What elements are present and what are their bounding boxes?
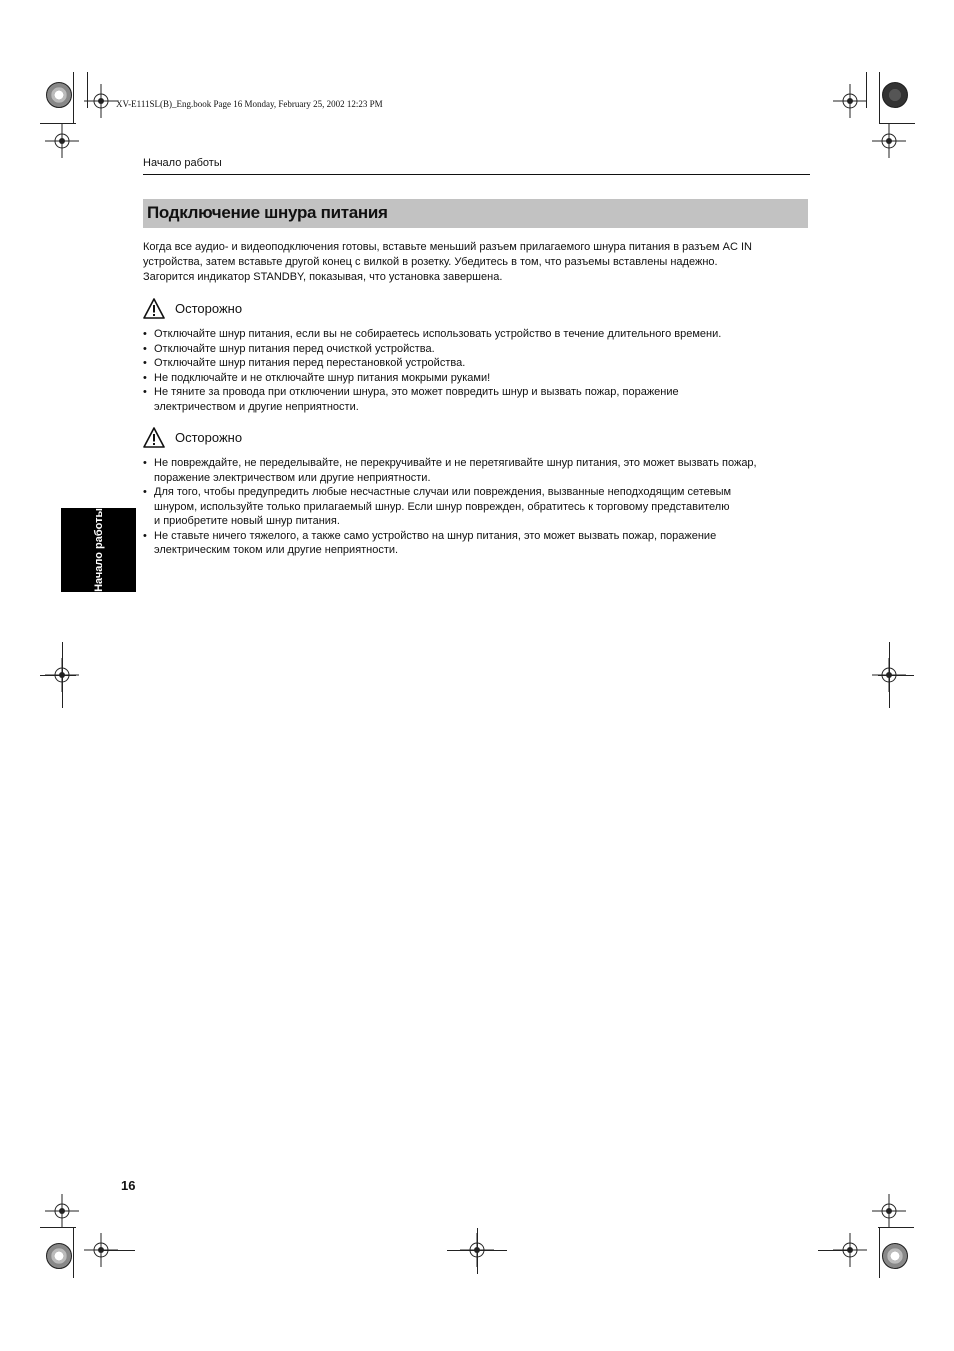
trim-mark (73, 72, 74, 124)
side-thumb-tab (61, 508, 136, 592)
list-item-text: Не тяните за провода при отключении шнура, это может повредить шнур и вызвать пожар, поражение (154, 386, 679, 398)
bullet-icon: • (143, 328, 147, 340)
running-head: Начало работы (143, 157, 222, 169)
trim-mark (878, 1227, 914, 1228)
list-item (143, 327, 813, 342)
list-item-text: шнуром, используйте только прилагаемый шнур. Если шнур поврежден, обратитесь к торговому представителю (154, 500, 730, 513)
intro-paragraph (143, 240, 811, 285)
bullet-icon: • (143, 386, 147, 398)
section-title-bar (143, 199, 808, 228)
list-item-text: Отключайте шнур питания перед очисткой устройства. (154, 342, 435, 355)
list-item-text: электрическим током или другие неприятности. (154, 544, 399, 556)
section-title: Подключение шнура питания (147, 203, 388, 222)
list-item (143, 356, 813, 371)
color-dial-icon (46, 1243, 72, 1269)
trim-mark (73, 1228, 74, 1278)
list-item (143, 485, 813, 529)
list-item (143, 371, 813, 386)
color-dial-icon (882, 1243, 908, 1269)
warning-icon (143, 298, 165, 319)
color-dial-icon (882, 82, 908, 108)
trim-mark (878, 675, 914, 676)
bullet-icon: • (143, 486, 147, 498)
list-item (143, 529, 813, 558)
list-item-text: Не подключайте и не отключайте шнур питания мокрыми руками! (154, 371, 491, 384)
intro-line: Загорится индикатор STANDBY, показывая, что установка завершена. (143, 271, 503, 283)
registration-mark-icon (45, 1194, 79, 1228)
side-tab-label: Начало работы (92, 508, 105, 592)
registration-mark-icon (84, 84, 118, 118)
bullet-icon: • (143, 342, 147, 355)
trim-mark (101, 1250, 135, 1251)
trim-mark (40, 675, 76, 676)
caution-label: Осторожно (175, 301, 243, 316)
registration-mark-icon (833, 84, 867, 118)
registration-mark-icon (872, 124, 906, 158)
trim-mark (40, 1227, 76, 1228)
trim-mark (818, 1250, 852, 1251)
list-item (143, 456, 813, 485)
list-item (143, 385, 813, 414)
bullet-icon: • (143, 357, 147, 369)
caution-label: Осторожно (175, 430, 243, 445)
color-dial-icon (46, 82, 72, 108)
list-item-text: Отключайте шнур питания, если вы не собираетесь использовать устройство в течение длительного времени. (154, 328, 722, 340)
trim-mark (879, 72, 880, 124)
list-item-text: электричеством и другие неприятности. (154, 400, 359, 413)
trim-mark (879, 1228, 880, 1278)
caution-list (143, 327, 813, 414)
registration-mark-icon (872, 1194, 906, 1228)
header-rule (143, 174, 810, 175)
trim-mark (477, 1228, 478, 1274)
print-header: XV-E111SL(B)_Eng.book Page 16 Monday, February 25, 2002 12:23 PM (116, 99, 383, 109)
intro-line: устройства, затем вставьте другой конец с вилкой в розетку. Убедитесь в том, что разъемы вставлены надежно. (143, 256, 718, 268)
list-item-text: Не повреждайте, не переделывайте, не перекручивайте и не перетягивайте шнур питания, это может вызвать пожар, (154, 457, 757, 469)
bullet-icon: • (143, 457, 147, 469)
page-number: 16 (121, 1178, 136, 1193)
list-item-text: поражение электричеством или другие неприятности. (154, 471, 431, 484)
intro-line: Когда все аудио- и видеоподключения готовы, вставьте меньший разъем прилагаемого шнура питания в разъем AC IN (143, 241, 752, 253)
list-item-text: Не ставьте ничего тяжелого, а также само устройство на шнур питания, это может вызвать пожар, поражение (154, 529, 717, 542)
caution-list (143, 456, 813, 558)
list-item-text: Отключайте шнур питания перед перестановкой устройства. (154, 357, 466, 369)
registration-mark-icon (45, 124, 79, 158)
list-item (143, 342, 813, 357)
bullet-icon: • (143, 371, 147, 384)
list-item-text: и приобретите новый шнур питания. (154, 515, 340, 527)
bullet-icon: • (143, 529, 147, 542)
list-item-text: Для того, чтобы предупредить любые несчастные случаи или повреждения, вызванные неподходящим сетевым (154, 486, 732, 498)
warning-icon (143, 427, 165, 448)
